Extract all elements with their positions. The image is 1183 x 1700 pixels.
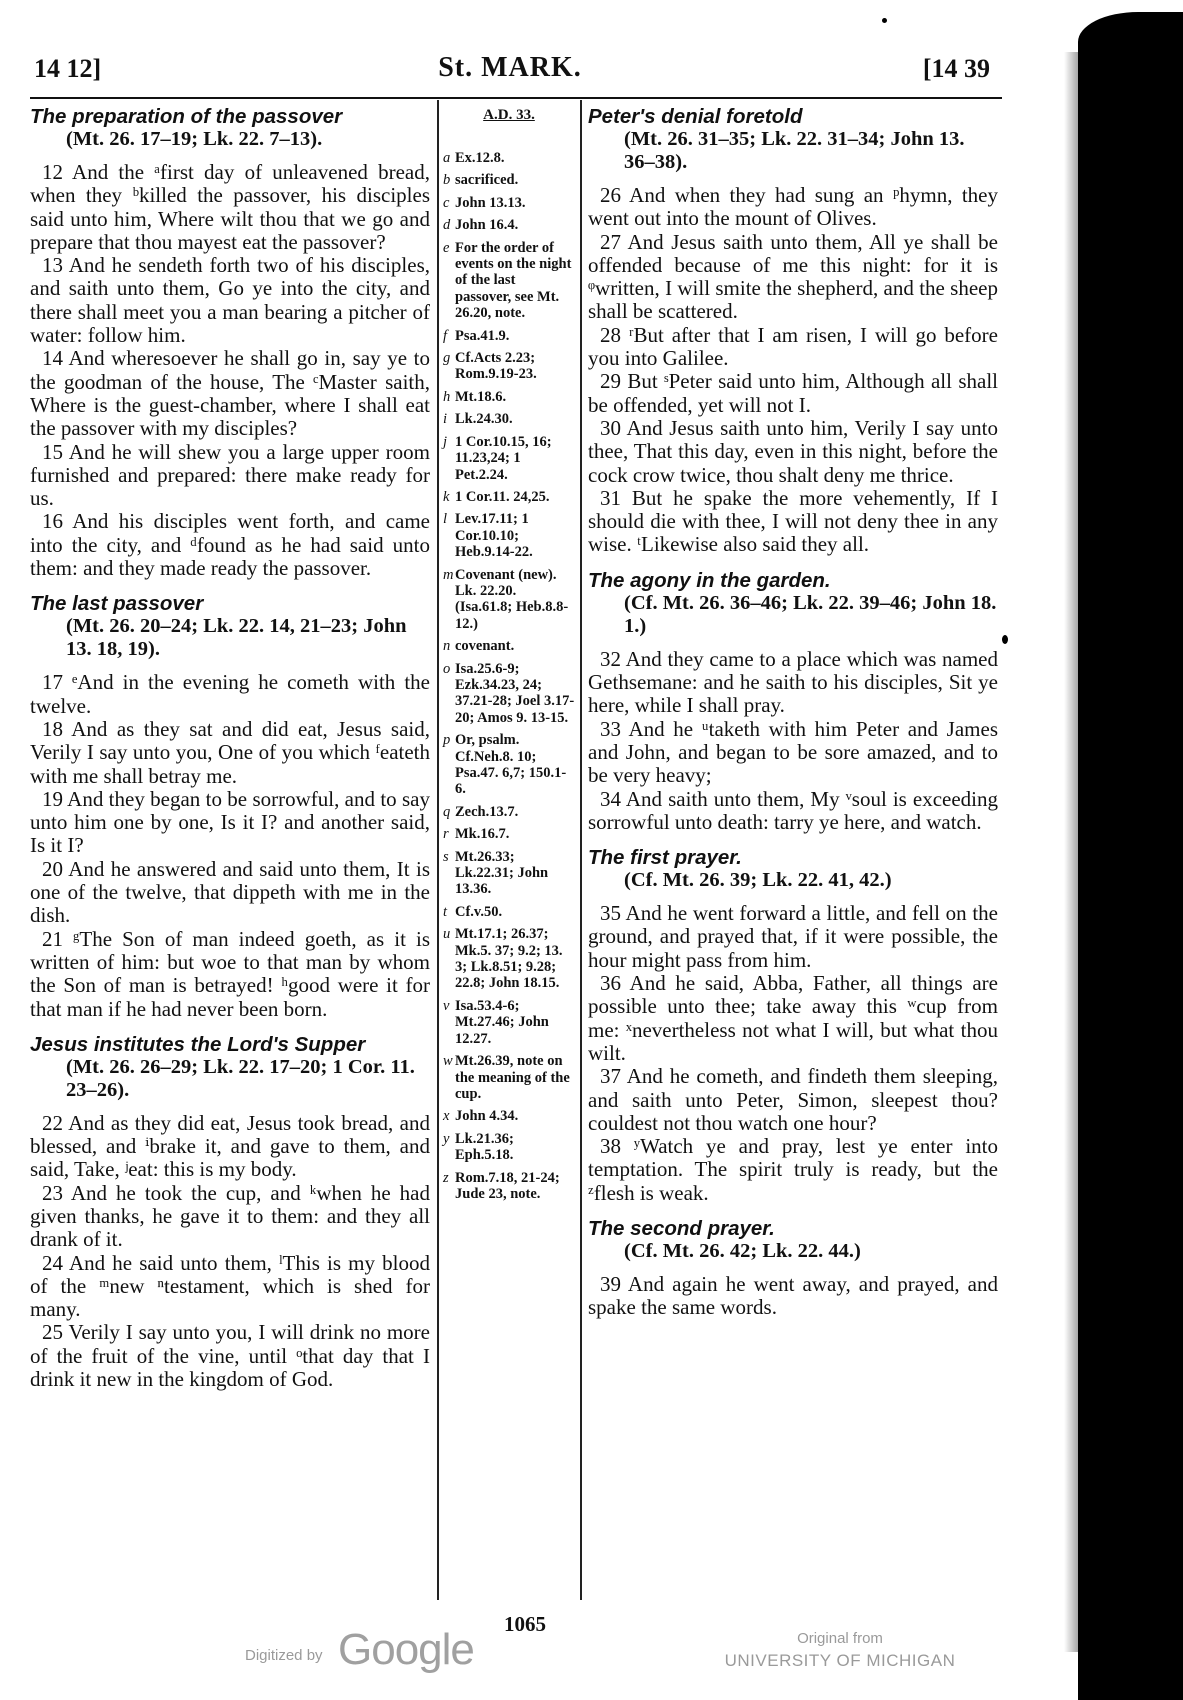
verse: 20 And he answered and said unto them, It is one of the twelve, that dippeth with me in the dish. [30,856,430,928]
note-key: q [443,803,451,820]
verse: 24 And he said unto them, ˡThis is my blood of the ᵐnew ⁿtestament, which is shed for many. [30,1250,430,1322]
verse: 23 And he took the cup, and ᵏwhen he had given thanks, he gave it to them: and they all drank of it. [30,1180,430,1252]
book-title: St. MARK. [438,52,582,83]
note-key: i [443,411,448,428]
note-key: r [443,826,449,843]
note-reference: Mt.18.6. [455,388,507,405]
verse: 34 And saith unto them, My ᵛsoul is exceeding sorrowful unto death: tarry ye here, and watch. [588,786,998,834]
verse: 33 And he ᵘtaketh with him Peter and James and John, and began to be sore amazed, and to be very heavy; [588,716,998,788]
verse: 18 And as they sat and did eat, Jesus said, Verily I say unto you, One of you which ᶠeateth with me shall betray me. [30,716,430,788]
right-text-column [588,105,998,1320]
verse: 35 And he went forward a little, and fell on the ground, and prayed that, if it were possible, the hour might pass from him. [588,901,998,972]
note-reference: John 13.13. [455,194,526,211]
note-reference: Isa.25.6-9; Ezk.34.23, 24; 37.21-28; Joel 3.17-20; Amos 9. 13-15. [455,660,575,726]
note-reference: 1 Cor.10.15, 16; 11.23,24; 1 Pet.2.24. [455,433,552,483]
note-key: o [443,660,451,677]
marginal-note [443,732,575,798]
marginal-note [443,172,575,188]
note-key: f [443,327,448,344]
marginal-note [443,350,575,383]
section-cross-references: (Cf. Mt. 26. 39; Lk. 22. 41, 42.) [624,869,892,892]
note-reference: Mt.17.1; 26.37; Mk.5. 37; 9.2; 13. 3; Lk.8.51; 9.28; 22.8; John 18.15. [455,926,563,992]
marginal-note [443,661,575,727]
note-key: p [443,732,451,749]
note-reference: covenant. [455,638,515,655]
note-reference: Psa.41.9. [455,327,510,344]
verse: 27 And Jesus saith unto them, All ye shall be offended because of me this night: for it is ᵠwritten, I will smite the shepherd, and the sheep shall be scattered. [588,229,998,324]
speck [1002,635,1008,644]
verse: 13 And he sendeth forth two of his disciples, and saith unto them, Go ye into the city, and there shall meet you a man bearing a pitcher of water: follow him. [30,253,430,348]
note-reference: John 16.4. [455,217,519,234]
note-key: u [443,926,451,943]
section-cross-references: (Mt. 26. 26–29; Lk. 22. 17–20; 1 Cor. 11. 23–26). [66,1055,415,1101]
note-key: l [443,511,448,528]
marginal-note [443,217,575,233]
note-key: c [443,194,450,211]
section-heading: Peter's denial foretold [588,105,803,128]
marginal-note [443,434,575,483]
marginal-note [443,998,575,1047]
note-key: b [443,172,451,189]
verse: 12 And the ᵃfirst day of unleavened bread, when they ᵇkilled the passover, his disciples said unto him, Where wilt thou that we go and prepare that thou mayest eat the passover? [30,160,430,254]
note-key: y [443,1130,450,1147]
marginal-note [443,1170,575,1203]
note-reference: Mt.26.33; Lk.22.31; John 13.36. [455,848,549,898]
marginal-note [443,1108,575,1124]
note-reference: Mt.26.39, note on the meaning of the cup. [455,1053,570,1102]
marginal-note [443,150,575,166]
note-key: v [443,997,450,1014]
note-key: z [443,1169,449,1186]
section-cross-references: (Cf. Mt. 26. 36–46; Lk. 22. 39–46; John 18. 1.) [624,591,997,637]
verse: 37 And he cometh, and findeth them sleeping, and saith unto Peter, Simon, sleepest thou? couldest not thou watch one hour? [588,1064,998,1135]
note-key: a [443,150,451,166]
section-heading: The last passover [30,592,204,616]
note-key: t [443,903,448,920]
date-heading: A.D. 33. [483,107,535,123]
verse: 17 ᵉAnd in the evening he cometh with the twelve. [30,670,430,718]
note-reference: sacrificed. [455,172,519,189]
section-heading: The agony in the garden. [588,568,831,592]
note-reference: Lev.17.11; 1 Cor.10.10; Heb.9.14-22. [455,511,533,561]
note-reference: Lk.21.36; Eph.5.18. [455,1130,514,1164]
verse: 21 ᵍThe Son of man indeed goeth, as it is written of him: but woe to that man by whom the Son of man is betrayed! ʰgood were it for that man if he had never been born. [30,926,430,1021]
verse: 30 And Jesus saith unto him, Verily I say unto thee, That this day, even in this night, before the cock crow twice, thou shalt deny me thrice. [588,415,998,487]
section-cross-references: (Mt. 26. 31–35; Lk. 22. 31–34; John 13. 36–38). [624,128,965,173]
reference-column [443,105,575,1208]
section-spacer [30,580,430,592]
marginal-note [443,411,575,427]
marginal-note [443,389,575,405]
scan-edge-shadow [1078,12,1183,1700]
marginal-note [443,804,575,820]
section-cross-references: (Cf. Mt. 26. 42; Lk. 22. 44.) [624,1239,861,1262]
verse: 16 And his disciples went forth, and came into the city, and ᵈfound as he had said unto them: and they made ready the passover. [30,509,430,581]
verse: 32 And they came to a place which was named Gethsemane: and he saith to his disciples, Sit ye here, while I shall pray. [588,646,998,718]
marginal-note [443,489,575,505]
page-number: 1065 [504,1612,546,1636]
note-reference: John 4.34. [455,1108,519,1125]
verse: 26 And when they had sung an ᵖhymn, they went out into the mount of Olives. [588,183,998,231]
section-spacer [588,1205,998,1217]
note-reference: For the order of events on the night of the last passover, see Mt. 26.20, note. [455,239,572,322]
marginal-note [443,328,575,344]
note-key: e [443,239,450,256]
section-spacer [588,834,998,846]
google-logo: Google [338,1625,474,1674]
verse: 19 And they began to be sorrowful, and to say unto him one by one, Is it I? and another said, Is it I? [30,786,430,858]
note-key: g [443,350,451,367]
marginal-note [443,511,575,560]
marginal-note [443,926,575,992]
note-reference: Rom.7.18, 21-24; Jude 23, note. [455,1169,560,1202]
marginal-note [443,904,575,920]
note-reference: Mk.16.7. [455,826,510,843]
marginal-note [443,849,575,898]
digitized-by-label: Digitized by [245,1647,323,1664]
original-from-label: Original from [797,1630,883,1647]
chapter-verse-start: 14 12] [34,54,102,83]
verse: 36 And he said, Abba, Father, all things are possible unto thee; take away this ʷcup from me: ˣnevertheless not what I will, but what thou wilt. [588,971,998,1065]
marginal-notes [443,150,575,1202]
section-spacer [588,557,998,569]
note-key: h [443,388,451,405]
section-cross-references: (Mt. 26. 20–24; Lk. 22. 14, 21–23; John 13. 18, 19). [66,615,407,661]
verse: 28 ʳBut after that I am risen, I will go before you into Galilee. [588,322,998,371]
verse: 29 But ˢPeter said unto him, Although all shall be offended, yet will not I. [588,369,998,417]
verse: 22 And as they did eat, Jesus took bread, and blessed, and ⁱbrake it, and gave to them, and said, Take, ʲeat: this is my body. [30,1110,430,1182]
note-reference: Or, psalm. Cf.Neh.8. 10; Psa.47. 6,7; 150.1-6. [455,732,567,798]
note-reference: Zech.13.7. [455,803,519,820]
marginal-note [443,1053,575,1102]
section-cross-references: (Mt. 26. 17–19; Lk. 22. 7–13). [66,128,323,150]
note-reference: Lk.24.30. [455,411,513,428]
marginal-note [443,1131,575,1164]
note-key: s [443,848,449,865]
marginal-note [443,195,575,211]
section-heading: The preparation of the passover [30,105,343,128]
section-heading: The first prayer. [588,846,742,870]
note-reference: Cf.v.50. [455,903,503,920]
column-divider [580,100,582,1600]
verse: 31 But he spake the more vehemently, If I should die with thee, I will not deny thee in any wise. ᵗLikewise also said they all. [588,485,998,557]
speck [882,18,887,23]
marginal-note [443,567,575,633]
marginal-note [443,638,575,654]
section-heading: Jesus institutes the Lord's Supper [30,1032,366,1056]
verse: 25 Verily I say unto you, I will drink no more of the fruit of the vine, until ᵒthat day that I drink it new in the kingdom of God. [30,1320,430,1392]
note-reference: Ex.12.8. [455,150,505,166]
note-key: m [443,566,454,583]
note-key: k [443,488,450,505]
note-key: j [443,433,448,450]
marginal-note [443,240,575,322]
header-rule [30,97,1002,99]
section-spacer [30,1021,430,1033]
chapter-verse-end: [14 39 [922,54,990,83]
note-reference: Isa.53.4-6; Mt.27.46; John 12.27. [455,997,549,1047]
note-key: n [443,638,451,655]
verse: 14 And wheresoever he shall go in, say ye to the goodman of the house, The ᶜMaster saith, Where is the guest-chamber, where I shall eat the passover with my disciples? [30,346,430,441]
note-reference: 1 Cor.11. 24,25. [455,488,550,505]
verse: 38 ʸWatch ye and pray, lest ye enter into temptation. The spirit truly is ready, but the ᶻflesh is weak. [588,1134,998,1205]
verse: 15 And he will shew you a large upper room furnished and prepared: there make ready for us. [30,439,430,511]
note-key: d [443,217,451,234]
running-head [30,50,990,90]
note-key: w [443,1053,453,1070]
verse: 39 And again he went away, and prayed, and spake the same words. [588,1271,998,1320]
note-key: x [443,1108,450,1125]
note-reference: Cf.Acts 2.23; Rom.9.19-23. [455,350,537,383]
column-divider [437,100,439,1600]
university-label: UNIVERSITY OF MICHIGAN [724,1651,956,1670]
marginal-note [443,826,575,842]
section-heading: The second prayer. [588,1216,775,1240]
left-text-column [30,105,430,1391]
note-reference: Covenant (new). Lk. 22.20. (Isa.61.8; Heb.8.8-12.) [455,566,569,632]
